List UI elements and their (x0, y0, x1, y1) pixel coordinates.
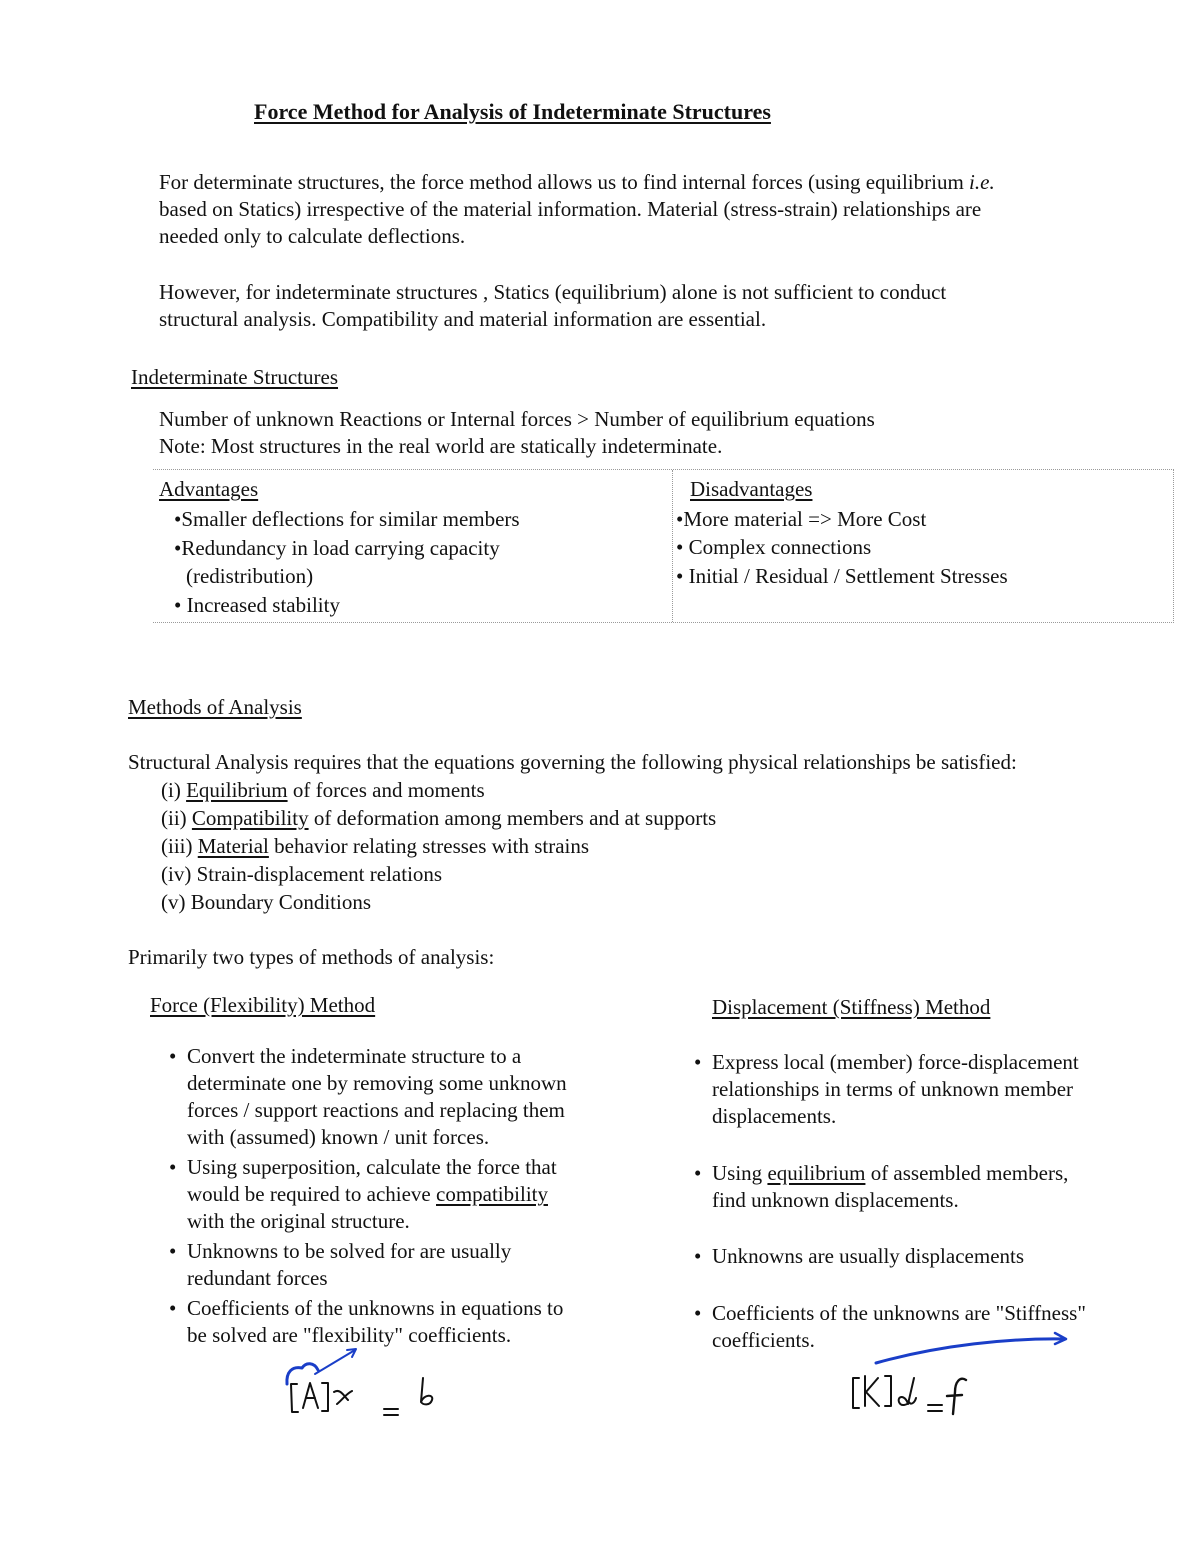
list-item: • Increased stability (174, 593, 340, 617)
list-item: • Complex connections (676, 535, 872, 559)
list-item: •Smaller deflections for similar members (174, 507, 520, 531)
bullet-line: forces / support reactions and replacing them (187, 1098, 565, 1122)
compatibility-keyword: compatibility (436, 1182, 548, 1206)
bullet-line: find unknown displacements. (712, 1188, 959, 1212)
item-text: (v) Boundary Conditions (161, 890, 371, 914)
force-method-heading: Force (Flexibility) Method (150, 993, 376, 1017)
stiffness-arrow (876, 1339, 1065, 1363)
bullet-line: • Coefficients of the unknowns in equations to (187, 1296, 564, 1320)
bullet-text: would be required to achieve (187, 1182, 436, 1206)
bullet-line: • Unknowns are usually displacements (712, 1244, 1025, 1268)
bullet-text: Using (712, 1161, 768, 1185)
methods-intro: Structural Analysis requires that the equations governing the following physical relationships be satisfied: (128, 750, 1017, 774)
bullet-line: with the original structure. (187, 1209, 410, 1233)
note-line: Note: Most structures in the real world are statically indeterminate. (159, 434, 723, 458)
advantages-heading: Advantages (159, 477, 259, 501)
item-text: behavior relating stresses with strains (268, 834, 590, 858)
bullet-line: • Unknowns to be solved for are usually (187, 1239, 512, 1263)
item-text: of deformation among members and at supports (308, 806, 717, 830)
item-text: (iv) Strain-displacement relations (161, 862, 443, 886)
bullet-line: • Convert the indeterminate structure to a (187, 1044, 522, 1068)
bullet-line: • Coefficients of the unknowns are "Stiffness" (712, 1301, 1086, 1325)
section-heading-methods: Methods of Analysis (128, 695, 302, 719)
list-item: (redistribution) (186, 564, 314, 588)
intro-text: needed only to calculate deflections. (159, 224, 466, 248)
bullet-line: displacements. (712, 1104, 837, 1128)
item-number: (ii) (161, 806, 192, 830)
disadvantages-heading: Disadvantages (690, 477, 813, 501)
bullet-line: redundant forces (187, 1266, 328, 1290)
section-heading-indeterminate: Indeterminate Structures (131, 365, 339, 389)
list-item: • Initial / Residual / Settlement Stresses (676, 564, 1008, 588)
intro-text: based on Statics) irrespective of the material information. Material (stress-strain) relationships are (159, 197, 982, 221)
page-title: Force Method for Analysis of Indeterminate Structures (254, 99, 771, 124)
intro-text: For determinate structures, the force method allows us to find internal forces (using equilibrium (159, 170, 970, 194)
intro-text: However, for indeterminate structures , Statics (equilibrium) alone is not sufficient to conduct (159, 280, 947, 304)
definition-line: Number of unknown Reactions or Internal forces > Number of equilibrium equations (159, 407, 875, 431)
ie-abbrev: i.e. (969, 170, 995, 194)
bullet-line: determinate one by removing some unknown (187, 1071, 567, 1095)
left-equation-handwriting (287, 1349, 432, 1415)
bullet-line: • Using superposition, calculate the force that (187, 1155, 557, 1179)
bullet-line: • Express local (member) force-displacement (712, 1050, 1079, 1074)
equilibrium-keyword: equilibrium (767, 1161, 866, 1185)
two-types-line: Primarily two types of methods of analysis: (128, 945, 495, 969)
item-keyword: Equilibrium (186, 778, 288, 802)
displacement-method-heading: Displacement (Stiffness) Method (712, 995, 991, 1019)
bullet-line: relationships in terms of unknown member (712, 1077, 1074, 1101)
item-keyword: Material (197, 834, 269, 858)
item-keyword: Compatibility (191, 806, 309, 830)
bullet-line: with (assumed) known / unit forces. (187, 1125, 490, 1149)
flexibility-arrow (287, 1364, 318, 1384)
item-text: of forces and moments (287, 778, 485, 802)
bullet-line: coefficients. (712, 1328, 815, 1352)
list-item: •Redundancy in load carrying capacity (174, 536, 500, 560)
right-equation-handwriting (853, 1333, 1066, 1414)
bullet-text: of assembled members, (865, 1161, 1069, 1185)
item-number: (i) (161, 778, 187, 802)
intro-text: structural analysis. Compatibility and material information are essential. (159, 307, 767, 331)
list-item: •More material => More Cost (676, 507, 927, 531)
item-number: (iii) (161, 834, 198, 858)
bullet-line: be solved are "flexibility" coefficients. (187, 1323, 512, 1347)
